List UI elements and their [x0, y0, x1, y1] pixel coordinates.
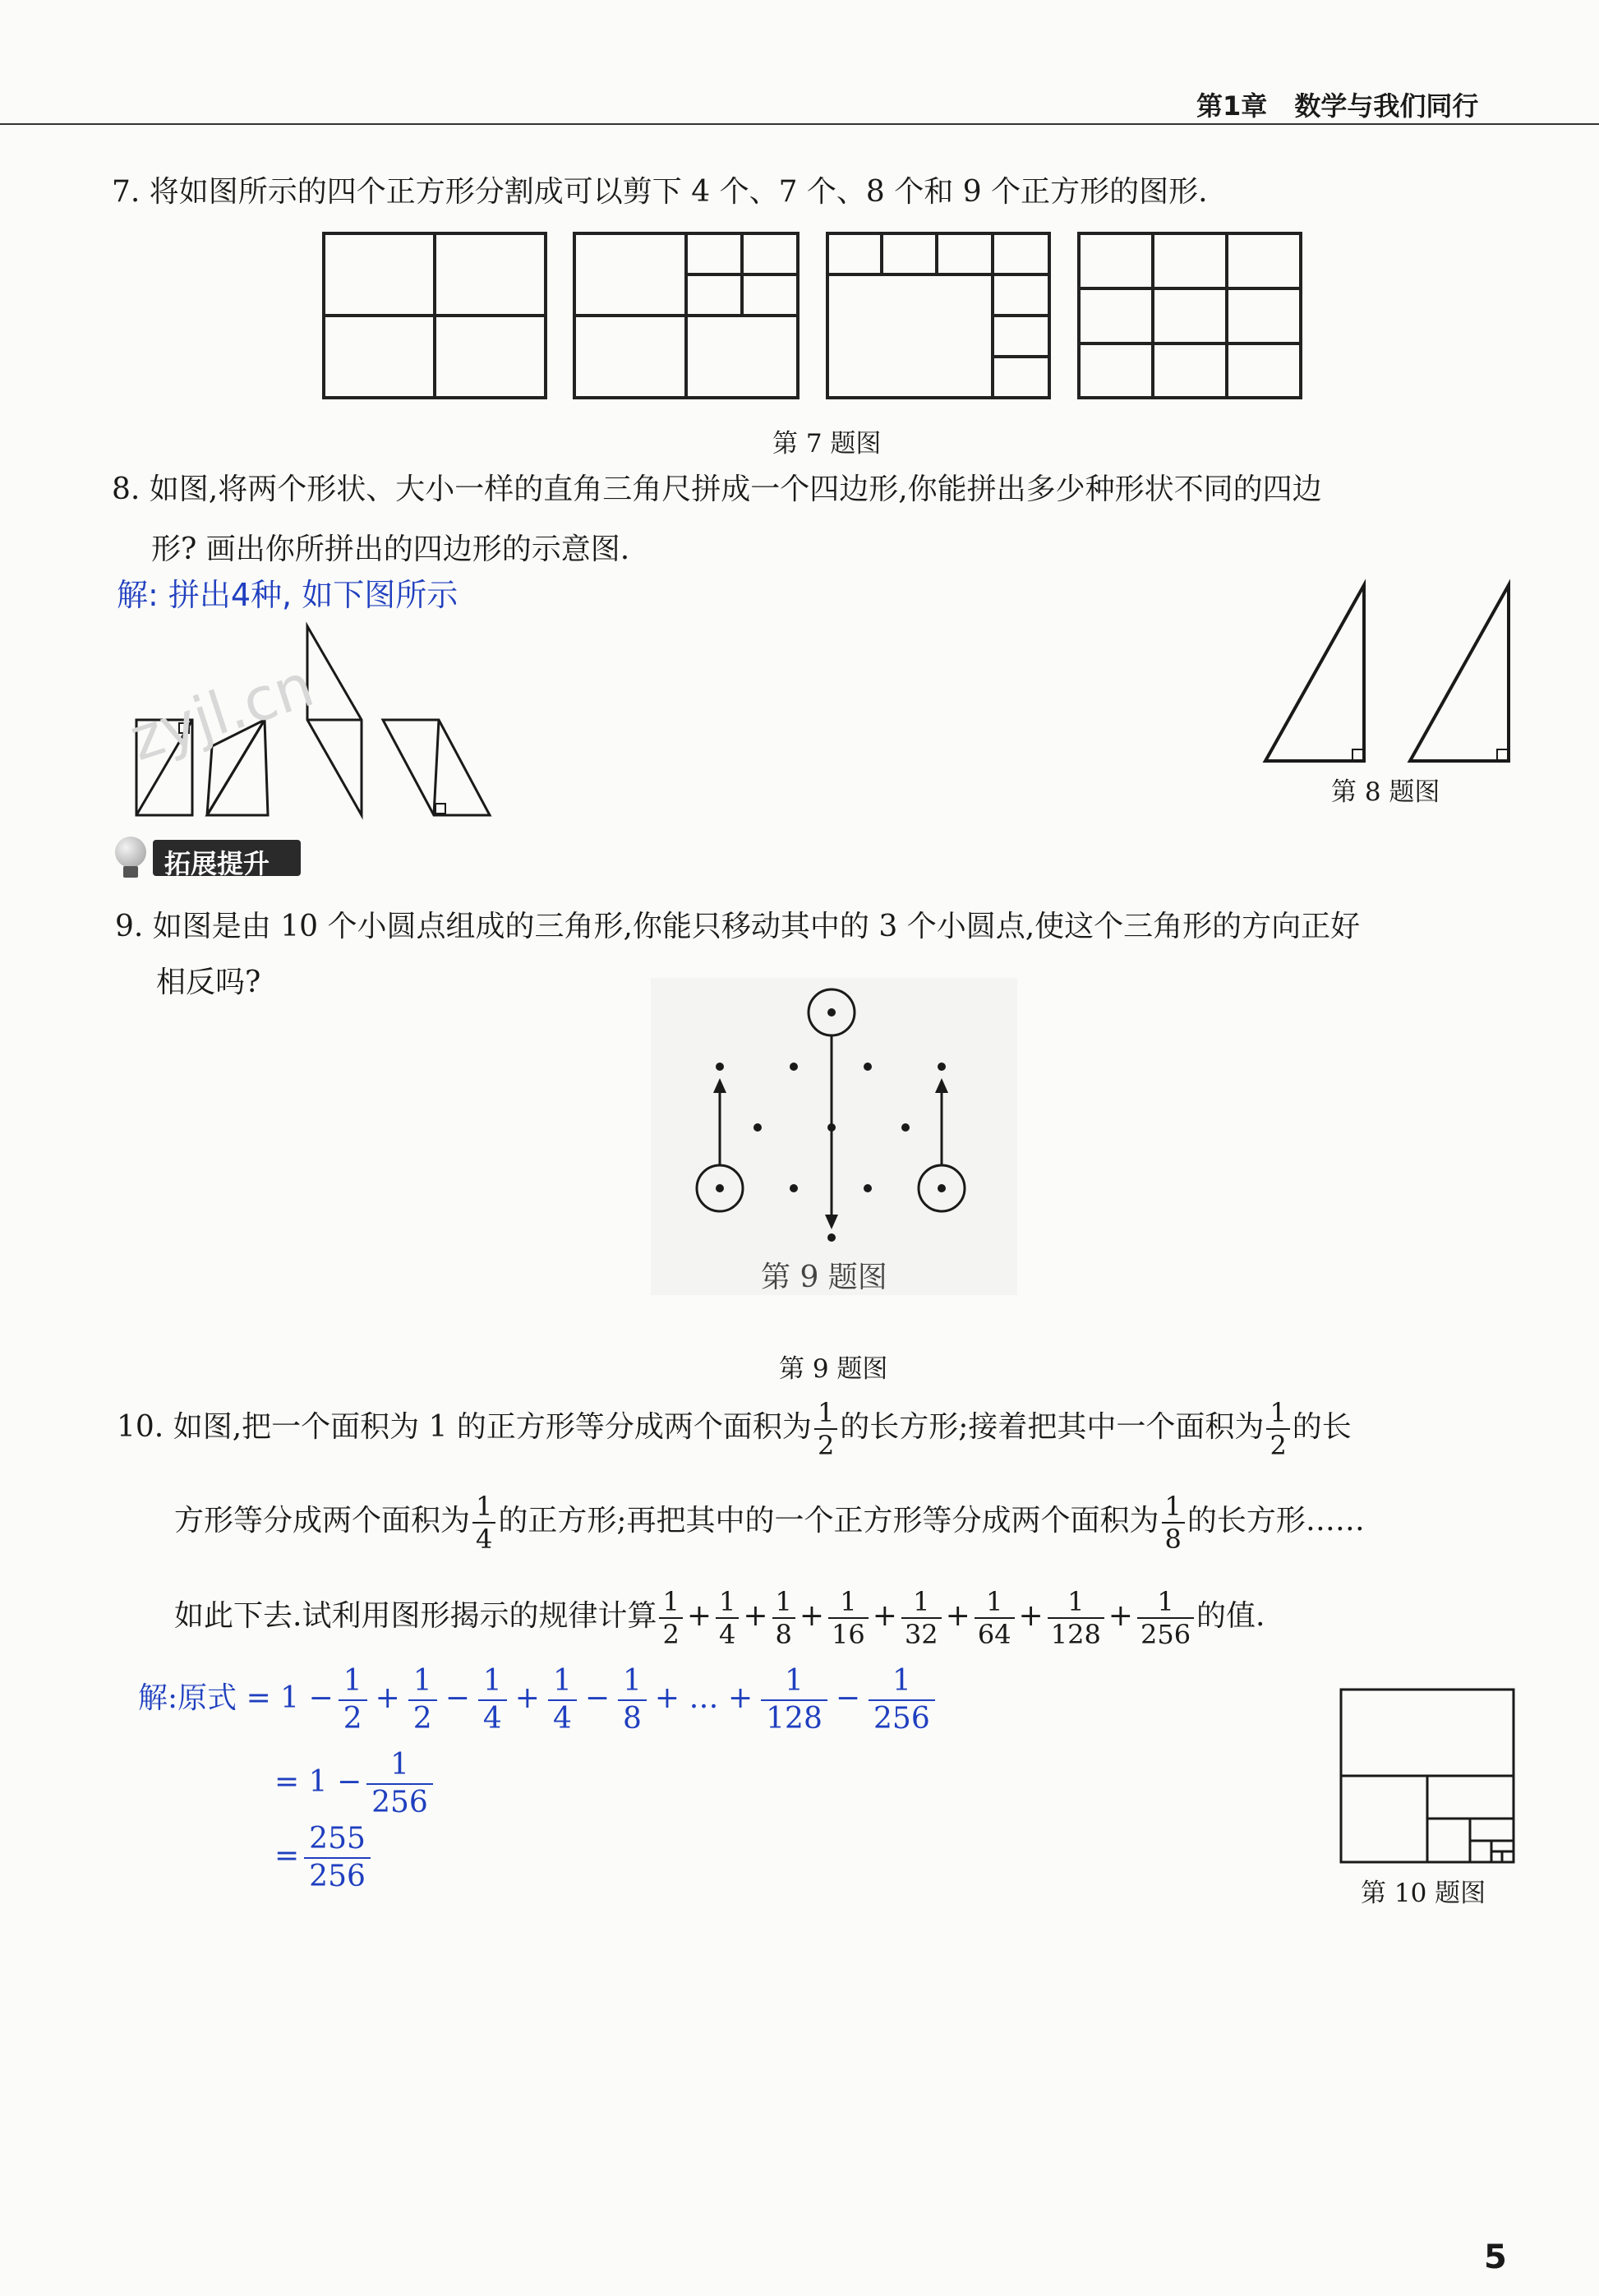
- answer10-series: [334, 1664, 940, 1736]
- q7-caption: 第 7 题图: [772, 429, 882, 459]
- answer10-line3-frac: $\frac{255}{256}$: [304, 1821, 371, 1895]
- q10-text-2b: 的正方形;再把其中的一个正方形等分成两个面积为: [498, 1504, 1159, 1538]
- question-8-line1: 8. 如图,将两个形状、大小一样的直角三角尺拼成一个四边形,你能拼出多少种形状不同的四边: [112, 473, 1322, 506]
- q9-caption: 第 9 题图: [779, 1354, 888, 1384]
- series-fraction: $\frac{1}{256}$: [1137, 1586, 1194, 1650]
- q10-text-3a: 如此下去.试利用图形揭示的规律计算: [174, 1599, 657, 1633]
- question-10-line2: [174, 1491, 1365, 1555]
- plus-sign: +: [1018, 1599, 1044, 1633]
- answer10-line3-prefix: =: [274, 1839, 300, 1873]
- plus-sign: +: [686, 1599, 712, 1633]
- answer-10-line2: [274, 1747, 438, 1821]
- answer-fraction: $\frac{1}{2}$: [408, 1663, 437, 1737]
- answer-fraction: $\frac{1}{2}$: [339, 1663, 367, 1737]
- series-fraction: $\frac{1}{16}$: [828, 1586, 869, 1650]
- series-fraction: $\frac{1}{8}$: [772, 1586, 795, 1650]
- answer10-line2-prefix: = 1 −: [274, 1765, 362, 1799]
- frac-half-2: $\frac{1}{2}$: [1266, 1397, 1289, 1461]
- fraction-series: [657, 1586, 1196, 1650]
- answer-operator: +: [514, 1681, 540, 1715]
- question-7: 7. 将如图所示的四个正方形分割成可以剪下 4 个、7 个、8 个和 9 个正方形的图形.: [112, 175, 1208, 209]
- bulb-icon: [112, 837, 150, 879]
- q10-text-3b: 的值.: [1196, 1599, 1265, 1633]
- section-banner: [112, 837, 302, 879]
- q10-text-2c: 的长方形……: [1187, 1504, 1365, 1538]
- question-10-line1: [117, 1397, 1352, 1461]
- answer-operator: +: [375, 1681, 400, 1715]
- plus-sign: +: [872, 1599, 897, 1633]
- series-fraction: $\frac{1}{128}$: [1048, 1586, 1104, 1650]
- q8-caption: 第 8 题图: [1331, 777, 1440, 807]
- plus-sign: +: [743, 1599, 768, 1633]
- question-8-line2: 形? 画出你所拼出的四边形的示意图.: [151, 533, 630, 566]
- answer-fraction: $\frac{1}{4}$: [478, 1663, 507, 1737]
- question-9-line1: 9. 如图是由 10 个小圆点组成的三角形,你能只移动其中的 3 个小圆点,使这个三角形的方向正好: [115, 910, 1361, 943]
- answer10-line2-frac: $\frac{1}{256}$: [366, 1747, 433, 1821]
- section-title-box: [153, 840, 301, 879]
- answer-fraction: $\frac{1}{8}$: [618, 1663, 647, 1737]
- frac-eighth: $\frac{1}{8}$: [1162, 1491, 1185, 1555]
- series-fraction: $\frac{1}{32}$: [901, 1586, 942, 1650]
- q10-text-1c: 的长: [1292, 1410, 1352, 1444]
- answer-fraction: $\frac{1}{128}$: [761, 1663, 827, 1737]
- plus-sign: +: [1108, 1599, 1133, 1633]
- series-fraction: $\frac{1}{64}$: [975, 1586, 1015, 1650]
- plus-sign: +: [799, 1599, 825, 1633]
- section-title: 拓展提升: [164, 848, 270, 879]
- answer-operator: −: [445, 1681, 470, 1715]
- plus-sign: +: [945, 1599, 970, 1633]
- q10-caption: 第 10 题图: [1361, 1879, 1486, 1908]
- question-10-line3: [174, 1586, 1265, 1650]
- series-fraction: $\frac{1}{4}$: [716, 1586, 739, 1650]
- q8-answer: 解: 拼出4种, 如下图所示: [117, 577, 459, 613]
- answer-fraction: $\frac{1}{4}$: [548, 1663, 577, 1737]
- header-rule: [0, 123, 1599, 125]
- watermark: zyjl.cn: [122, 650, 322, 774]
- q10-text-2a: 方形等分成两个面积为: [174, 1504, 471, 1538]
- answer-operator: −: [584, 1681, 611, 1715]
- question-9-line2: 相反吗?: [156, 966, 261, 999]
- chapter-number: 第1章: [1196, 90, 1268, 122]
- answer-10-line1: [138, 1663, 940, 1737]
- q10-text-1a: 10. 如图,把一个面积为 1 的正方形等分成两个面积为: [117, 1410, 812, 1444]
- chapter-header: [1196, 85, 1478, 123]
- answer-10-line3: [274, 1821, 376, 1895]
- answer10-prefix: 解:原式 = 1 −: [138, 1681, 334, 1715]
- series-fraction: $\frac{1}{2}$: [659, 1586, 682, 1650]
- q9-inner-caption: 第 9 题图: [761, 1261, 887, 1294]
- answer-operator: + … +: [654, 1681, 753, 1715]
- q10-text-1b: 的长方形;接着把其中一个面积为: [840, 1410, 1265, 1444]
- page-number: 5: [1484, 2238, 1507, 2276]
- q9-figure-panel: [651, 978, 1017, 1295]
- frac-half-1: $\frac{1}{2}$: [814, 1397, 837, 1461]
- answer-operator: −: [835, 1681, 861, 1715]
- answer-fraction: $\frac{1}{256}$: [869, 1663, 935, 1737]
- frac-quarter: $\frac{1}{4}$: [472, 1491, 495, 1555]
- chapter-title: 数学与我们同行: [1294, 90, 1479, 122]
